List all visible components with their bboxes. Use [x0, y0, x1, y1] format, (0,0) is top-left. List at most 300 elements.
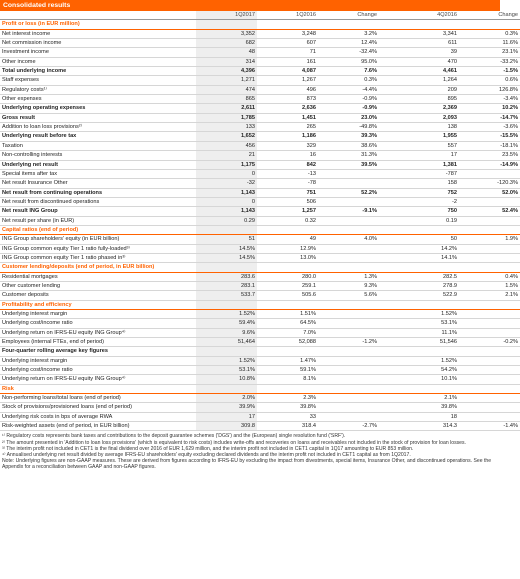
table-cell: [459, 384, 520, 393]
table-cell: [459, 225, 520, 234]
table-cell: [379, 132, 398, 141]
table-row: [0, 95, 520, 104]
table-cell: 53.1%: [398, 319, 459, 328]
table-cell: -15.5%: [459, 132, 520, 141]
table-cell: -787: [398, 169, 459, 178]
table-cell: 314: [196, 57, 257, 66]
table-cell: [379, 169, 398, 178]
table-cell: 265: [257, 123, 318, 132]
table-row: [0, 85, 520, 94]
table-cell: -0.9%: [318, 95, 379, 104]
row-label: Net result from discontinued operations: [0, 197, 196, 206]
row-label: Risk: [0, 384, 196, 393]
table-cell: 2.0%: [196, 394, 257, 403]
table-cell: [379, 366, 398, 375]
table-cell: [318, 375, 379, 384]
table-cell: [318, 310, 379, 319]
table-cell: [379, 95, 398, 104]
table-cell: [379, 412, 398, 421]
table-cell: 10.2%: [459, 104, 520, 113]
section-header-row: [0, 225, 520, 234]
row-label: Net result Insurance Other: [0, 179, 196, 188]
table-cell: 133: [196, 123, 257, 132]
table-cell: [379, 300, 398, 309]
table-cell: 1,955: [398, 132, 459, 141]
table-cell: [379, 67, 398, 76]
table-cell: [379, 39, 398, 48]
table-row: [0, 197, 520, 206]
table-cell: [379, 48, 398, 57]
table-cell: 31.3%: [318, 151, 379, 160]
table-cell: [318, 244, 379, 253]
table-cell: [379, 57, 398, 66]
header-cell-change-4q: Change: [459, 11, 520, 20]
table-cell: [459, 169, 520, 178]
row-label: ING Group common equity Tier 1 ratio fully-loaded³⁾: [0, 244, 196, 253]
row-label: Employees (internal FTEs, end of period): [0, 338, 196, 347]
table-row: [0, 104, 520, 113]
table-cell: 682: [196, 39, 257, 48]
table-cell: 5.6%: [318, 291, 379, 300]
table-row: [0, 281, 520, 290]
table-cell: 1,271: [196, 76, 257, 85]
table-cell: -0.2%: [459, 338, 520, 347]
table-cell: [459, 328, 520, 337]
table-cell: 1.52%: [196, 310, 257, 319]
table-cell: 10.8%: [196, 375, 257, 384]
table-row: [0, 235, 520, 244]
header-cell-1q2016: 1Q2016: [257, 11, 318, 20]
table-cell: -14.9%: [459, 160, 520, 169]
table-cell: 1.5%: [459, 281, 520, 290]
header-cell-change: Change: [318, 11, 379, 20]
table-cell: 23.1%: [459, 48, 520, 57]
row-label: Net result ING Group: [0, 207, 196, 216]
table-cell: [318, 412, 379, 421]
table-row: [0, 113, 520, 122]
table-cell: 1,451: [257, 113, 318, 122]
table-cell: [379, 394, 398, 403]
table-cell: 1.9%: [459, 235, 520, 244]
table-cell: 14.5%: [196, 253, 257, 262]
table-row: [0, 412, 520, 421]
table-cell: 1,175: [196, 160, 257, 169]
row-label: Staff expenses: [0, 76, 196, 85]
table-cell: [379, 310, 398, 319]
table-cell: 59.4%: [196, 319, 257, 328]
table-cell: 12.4%: [318, 39, 379, 48]
footnote: ³⁾ The interim profit not included in CET1 is the final dividend over 2016 of EUR 1,629 million, and the interim profit not included in CET1 capital in 1Q17 amounting to EUR 853 million.: [2, 445, 414, 452]
table-cell: [196, 300, 257, 309]
table-cell: [459, 394, 520, 403]
table-row: [0, 394, 520, 403]
table-cell: [318, 263, 379, 272]
footnote: ²⁾ The amount presented in 'Addition to loan loss provisions' (which is equivalent to risk costs) includes write-offs and recoveries on loans and receivables not included in the stock of provision for loan losses.: [2, 439, 466, 446]
table-cell: 1,652: [196, 132, 257, 141]
table-cell: 1,143: [196, 188, 257, 197]
table-cell: [459, 197, 520, 206]
table-cell: 456: [196, 141, 257, 150]
table-row: [0, 132, 520, 141]
footnote: ¹⁾ Regulatory costs represents bank taxes and contributions to the deposit guarantee schemes ('DGS') and the (European) single resolution fund ('SRF').: [2, 433, 346, 440]
table-cell: [459, 412, 520, 421]
table-cell: 1,264: [398, 76, 459, 85]
table-cell: [318, 366, 379, 375]
table-row: [0, 169, 520, 178]
table-cell: -2: [398, 197, 459, 206]
table-cell: [379, 197, 398, 206]
table-cell: 0.6%: [459, 76, 520, 85]
table-cell: 10.1%: [398, 375, 459, 384]
table-cell: 11.6%: [459, 39, 520, 48]
table-cell: [398, 347, 459, 356]
table-cell: 50: [398, 235, 459, 244]
table-cell: 842: [257, 160, 318, 169]
table-cell: 611: [398, 39, 459, 48]
row-label: Four-quarter rolling average key figures: [0, 347, 196, 356]
table-cell: -33.2%: [459, 57, 520, 66]
row-label: Risk-weighted assets (end of period, in EUR billion): [0, 422, 196, 431]
table-cell: [379, 113, 398, 122]
footnotes: [0, 431, 500, 470]
table-cell: 1,785: [196, 113, 257, 122]
header-cell-gap: [379, 11, 398, 20]
table-cell: [379, 291, 398, 300]
table-cell: 1,186: [257, 132, 318, 141]
table-cell: [318, 300, 379, 309]
table-cell: [459, 20, 520, 29]
table-cell: 23.0%: [318, 113, 379, 122]
table-cell: 3,248: [257, 29, 318, 38]
table-cell: -1.2%: [318, 338, 379, 347]
table-cell: 16: [257, 151, 318, 160]
table-cell: 496: [257, 85, 318, 94]
table-cell: [379, 207, 398, 216]
table-cell: [257, 225, 318, 234]
table-row: [0, 356, 520, 365]
table-cell: 2.1%: [398, 394, 459, 403]
row-label: Customer deposits: [0, 291, 196, 300]
table-cell: 2,636: [257, 104, 318, 113]
table-cell: [379, 179, 398, 188]
footnote: Note: Underlying figures are non-GAAP measures. These are derived from figures according to IFRS-EU by excluding the impact from divestments, special items, Insurance Other, and discontinued operations. See the Appendix for a reconciliation between GAAP and non-GAAP figures.: [2, 457, 492, 470]
row-label: Stock of provisions/provisioned loans (end of period): [0, 403, 196, 412]
table-cell: 13.0%: [257, 253, 318, 262]
table-row: [0, 76, 520, 85]
table-cell: 0: [196, 169, 257, 178]
table-cell: -1.5%: [459, 67, 520, 76]
table-cell: 7.0%: [257, 328, 318, 337]
table-header-row: [0, 11, 520, 20]
table-cell: [379, 338, 398, 347]
table-cell: 1,143: [196, 207, 257, 216]
table-row: [0, 403, 520, 412]
table-row: [0, 188, 520, 197]
table-cell: [257, 384, 318, 393]
header-cell-1q2017: 1Q2017: [196, 11, 257, 20]
table-cell: 33: [257, 412, 318, 421]
table-cell: [318, 169, 379, 178]
table-cell: 0.29: [196, 216, 257, 225]
table-cell: 48: [196, 48, 257, 57]
table-cell: 1,267: [257, 76, 318, 85]
table-cell: [379, 85, 398, 94]
table-cell: 17: [398, 151, 459, 160]
table-cell: [196, 347, 257, 356]
table-cell: 752: [398, 188, 459, 197]
row-label: Underlying interest margin: [0, 356, 196, 365]
table-cell: -14.7%: [459, 113, 520, 122]
table-cell: [379, 281, 398, 290]
table-cell: [379, 375, 398, 384]
table-cell: [379, 319, 398, 328]
row-label: Customer lending/deposits (end of period, in EUR billion): [0, 263, 196, 272]
table-cell: [318, 356, 379, 365]
table-cell: 158: [398, 179, 459, 188]
table-row: [0, 151, 520, 160]
table-cell: [379, 384, 398, 393]
table-cell: 23.5%: [459, 151, 520, 160]
table-cell: 39: [398, 48, 459, 57]
row-label: Other income: [0, 57, 196, 66]
table-cell: 2,369: [398, 104, 459, 113]
table-cell: 865: [196, 95, 257, 104]
table-cell: 751: [257, 188, 318, 197]
table-row: [0, 123, 520, 132]
table-cell: 522.9: [398, 291, 459, 300]
table-cell: [459, 347, 520, 356]
table-cell: [459, 403, 520, 412]
table-cell: 533.7: [196, 291, 257, 300]
row-label: Non-controlling interests: [0, 151, 196, 160]
header-cell-4q2016: 4Q2016: [398, 11, 459, 20]
table-row: [0, 141, 520, 150]
table-cell: 750: [398, 207, 459, 216]
table-cell: [379, 272, 398, 281]
row-label: Profitability and efficiency: [0, 300, 196, 309]
table-cell: 0: [196, 197, 257, 206]
table-cell: 1,381: [398, 160, 459, 169]
table-row: [0, 244, 520, 253]
table-cell: [398, 20, 459, 29]
table-cell: 1.52%: [196, 356, 257, 365]
table-row: [0, 310, 520, 319]
table-cell: [257, 263, 318, 272]
table-cell: [318, 179, 379, 188]
table-cell: 278.9: [398, 281, 459, 290]
table-cell: 52.0%: [459, 188, 520, 197]
table-cell: [459, 300, 520, 309]
table-cell: [196, 20, 257, 29]
row-label: Other customer lending: [0, 281, 196, 290]
table-cell: 895: [398, 95, 459, 104]
table-cell: [379, 356, 398, 365]
table-cell: [379, 244, 398, 253]
table-cell: [318, 384, 379, 393]
table-cell: 52.4%: [459, 207, 520, 216]
table-row: [0, 160, 520, 169]
row-label: Gross result: [0, 113, 196, 122]
table-cell: 209: [398, 85, 459, 94]
header-cell: [0, 11, 196, 20]
table-row: [0, 216, 520, 225]
table-cell: [318, 225, 379, 234]
table-row: [0, 272, 520, 281]
table-cell: 51: [196, 235, 257, 244]
table-cell: 607: [257, 39, 318, 48]
table-cell: 314.3: [398, 422, 459, 431]
table-cell: 39.9%: [196, 403, 257, 412]
table-row: [0, 179, 520, 188]
table-cell: -18.1%: [459, 141, 520, 150]
table-cell: [379, 123, 398, 132]
table-cell: 280.0: [257, 272, 318, 281]
table-cell: 329: [257, 141, 318, 150]
table-cell: 52.2%: [318, 188, 379, 197]
table-cell: 1.51%: [257, 310, 318, 319]
table-cell: 51,546: [398, 338, 459, 347]
table-row: [0, 366, 520, 375]
table-cell: 9.6%: [196, 328, 257, 337]
table-cell: 161: [257, 57, 318, 66]
row-label: Net result per share (in EUR): [0, 216, 196, 225]
table-cell: -78: [257, 179, 318, 188]
table-cell: [459, 216, 520, 225]
table-cell: [318, 403, 379, 412]
row-label: Investment income: [0, 48, 196, 57]
table-row: [0, 48, 520, 57]
table-cell: -0.9%: [318, 104, 379, 113]
row-label: Underlying return on IFRS-EU equity ING Group⁴⁾: [0, 328, 196, 337]
table-cell: [398, 263, 459, 272]
table-cell: [379, 20, 398, 29]
row-label: Taxation: [0, 141, 196, 150]
table-row: [0, 207, 520, 216]
table-cell: -3.4%: [459, 95, 520, 104]
table-cell: 12.9%: [257, 244, 318, 253]
table-cell: 506: [257, 197, 318, 206]
table-row: [0, 253, 520, 262]
table-cell: 0.32: [257, 216, 318, 225]
table-cell: 259.1: [257, 281, 318, 290]
table-cell: 2.1%: [459, 291, 520, 300]
table-cell: -32: [196, 179, 257, 188]
table-cell: 38.6%: [318, 141, 379, 150]
table-cell: 95.0%: [318, 57, 379, 66]
row-label: Underlying result before tax: [0, 132, 196, 141]
table-cell: 282.5: [398, 272, 459, 281]
table-cell: [379, 422, 398, 431]
row-label: Non-performing loans/total loans (end of period): [0, 394, 196, 403]
table-cell: [459, 319, 520, 328]
table-cell: [459, 356, 520, 365]
table-cell: 51,464: [196, 338, 257, 347]
table-cell: [379, 253, 398, 262]
table-cell: 2.3%: [257, 394, 318, 403]
table-cell: [318, 20, 379, 29]
row-label: Capital ratios (end of period): [0, 225, 196, 234]
table-cell: 14.1%: [398, 253, 459, 262]
table-cell: 18: [398, 412, 459, 421]
table-cell: 4.0%: [318, 235, 379, 244]
table-cell: 0.4%: [459, 272, 520, 281]
row-label: Regulatory costs¹⁾: [0, 85, 196, 94]
section-header-row: [0, 263, 520, 272]
table-cell: 1.3%: [318, 272, 379, 281]
table-cell: 505.6: [257, 291, 318, 300]
table-cell: 71: [257, 48, 318, 57]
row-label: Residential mortgages: [0, 272, 196, 281]
table-cell: 39.8%: [398, 403, 459, 412]
row-label: Other expenses: [0, 95, 196, 104]
table-cell: 4,461: [398, 67, 459, 76]
table-cell: [257, 347, 318, 356]
row-label: Profit or loss (in EUR million): [0, 20, 196, 29]
table-cell: [379, 328, 398, 337]
row-label: ING Group common equity Tier 1 ratio phased in³⁾: [0, 253, 196, 262]
table-cell: -9.1%: [318, 207, 379, 216]
table-cell: [398, 300, 459, 309]
table-row: [0, 375, 520, 384]
row-label: Total underlying income: [0, 67, 196, 76]
row-label: Special items after tax: [0, 169, 196, 178]
table-cell: 873: [257, 95, 318, 104]
table-cell: -49.8%: [318, 123, 379, 132]
table-cell: 557: [398, 141, 459, 150]
table-cell: [379, 188, 398, 197]
table-cell: [196, 263, 257, 272]
table-cell: 470: [398, 57, 459, 66]
table-cell: [318, 319, 379, 328]
table-cell: 4,087: [257, 67, 318, 76]
table-cell: 3.2%: [318, 29, 379, 38]
table-cell: [379, 104, 398, 113]
table-cell: [398, 384, 459, 393]
table-cell: [379, 29, 398, 38]
table-cell: -13: [257, 169, 318, 178]
table-cell: [318, 347, 379, 356]
table-cell: -32.4%: [318, 48, 379, 57]
row-label: Underlying return on IFRS-EU equity ING Group⁴⁾: [0, 375, 196, 384]
row-label: Net commission income: [0, 39, 196, 48]
table-cell: [379, 403, 398, 412]
table-row: [0, 328, 520, 337]
table-cell: [459, 366, 520, 375]
table-cell: 4,396: [196, 67, 257, 76]
table-cell: 14.2%: [398, 244, 459, 253]
section-header-row: [0, 300, 520, 309]
table-cell: 7.6%: [318, 67, 379, 76]
row-label: Net interest income: [0, 29, 196, 38]
table-cell: 1.52%: [398, 310, 459, 319]
table-cell: [379, 225, 398, 234]
table-cell: 3,352: [196, 29, 257, 38]
table-cell: 39.3%: [318, 132, 379, 141]
table-cell: 0.3%: [318, 76, 379, 85]
table-cell: [459, 244, 520, 253]
row-label: Underlying cost/income ratio: [0, 366, 196, 375]
table-cell: [318, 216, 379, 225]
table-cell: [459, 375, 520, 384]
table-cell: 59.1%: [257, 366, 318, 375]
table-cell: 14.5%: [196, 244, 257, 253]
table-cell: 138: [398, 123, 459, 132]
row-label: Underlying net result: [0, 160, 196, 169]
table-cell: 1.52%: [398, 356, 459, 365]
row-label: Underlying operating expenses: [0, 104, 196, 113]
table-cell: 2,093: [398, 113, 459, 122]
row-label: Underlying interest margin: [0, 310, 196, 319]
